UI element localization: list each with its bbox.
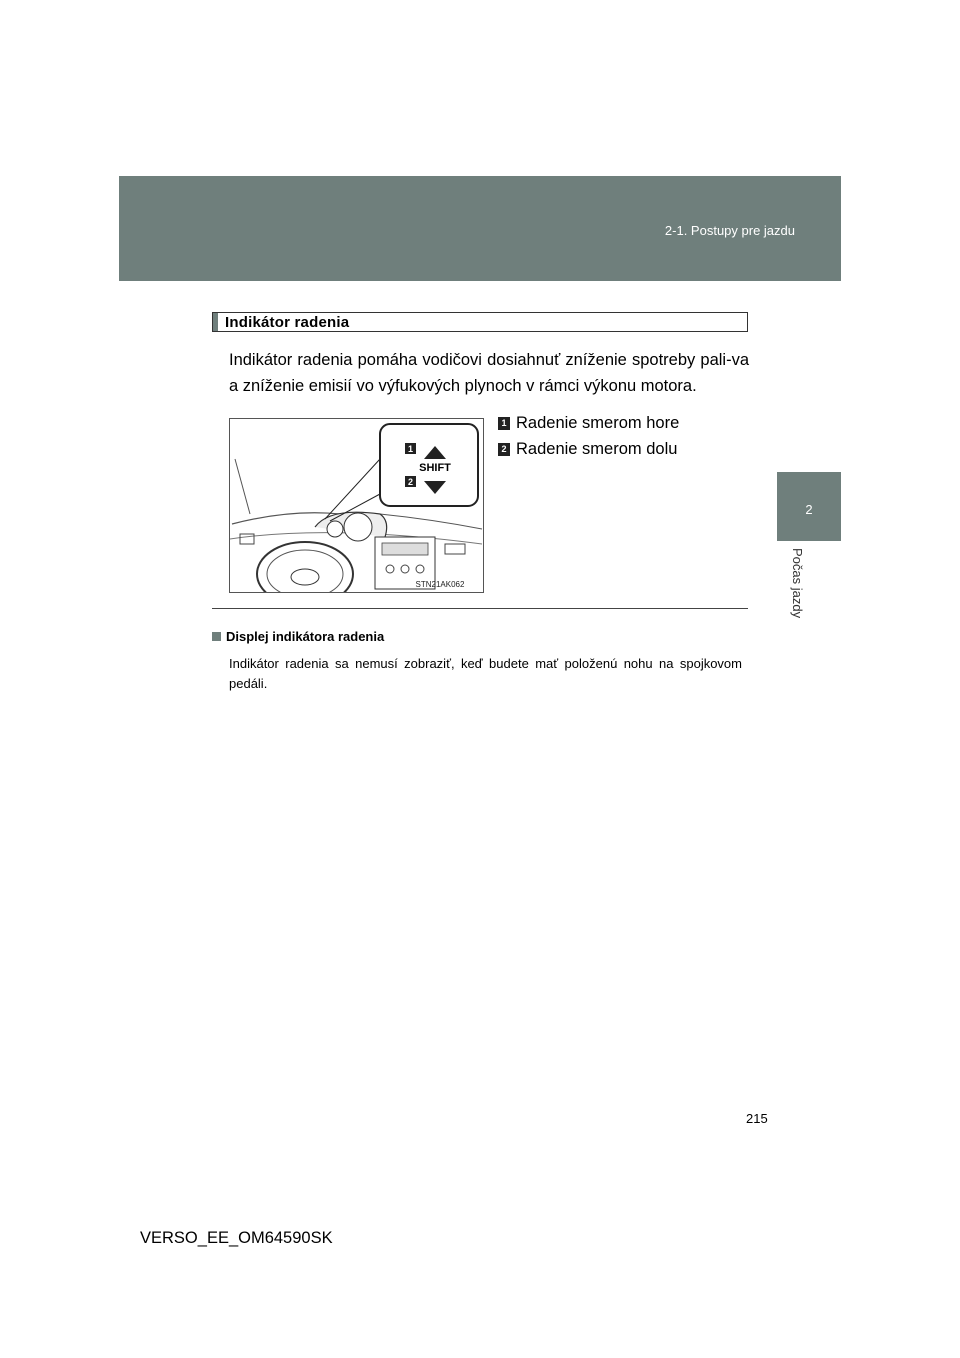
chapter-label: Počas jazdy — [790, 548, 805, 619]
note-heading — [212, 629, 384, 644]
note-body: Indikátor radenia sa nemusí zobraziť, keď budete mať položenú nohu na spojkovom pedáli. — [229, 656, 742, 691]
legend-label-1: Radenie smerom hore — [516, 414, 680, 432]
callout-badge-1: 1 — [407, 444, 414, 454]
dashboard-drawing — [230, 419, 483, 592]
legend-label-2: Radenie smerom dolu — [516, 440, 678, 458]
intro-paragraph: Indikátor radenia pomáha vodičovi dosiahnuť zníženie spotreby pali-va a zníženie emisií vo výfukových plynoch v rámci výkonu motora. — [229, 351, 749, 395]
section-title: Indikátor radenia — [225, 314, 350, 331]
legend-badge-1: 1 — [498, 417, 510, 430]
chapter-number: 2 — [805, 502, 813, 517]
page-number: 215 — [746, 1111, 768, 1126]
section-title-box — [212, 312, 748, 332]
title-accent-bar — [213, 313, 218, 331]
shift-display-label: SHIFT — [419, 462, 451, 474]
section-divider — [212, 608, 748, 609]
note-title: Displej indikátora radenia — [226, 629, 385, 644]
document-code: VERSO_EE_OM64590SK — [140, 1229, 333, 1247]
note-bullet-icon — [212, 632, 221, 641]
legend-item-2 — [498, 440, 677, 459]
figure-code: STN21AK062 — [415, 580, 465, 589]
header-section-title: 2-1. Postupy pre jazdu — [664, 223, 795, 238]
callout-badge-2: 2 — [407, 477, 414, 487]
legend-badge-2: 2 — [498, 443, 510, 456]
legend-item-1 — [498, 414, 679, 433]
dashboard-illustration — [229, 418, 484, 593]
chapter-tab — [777, 472, 841, 541]
header-band — [119, 176, 841, 281]
